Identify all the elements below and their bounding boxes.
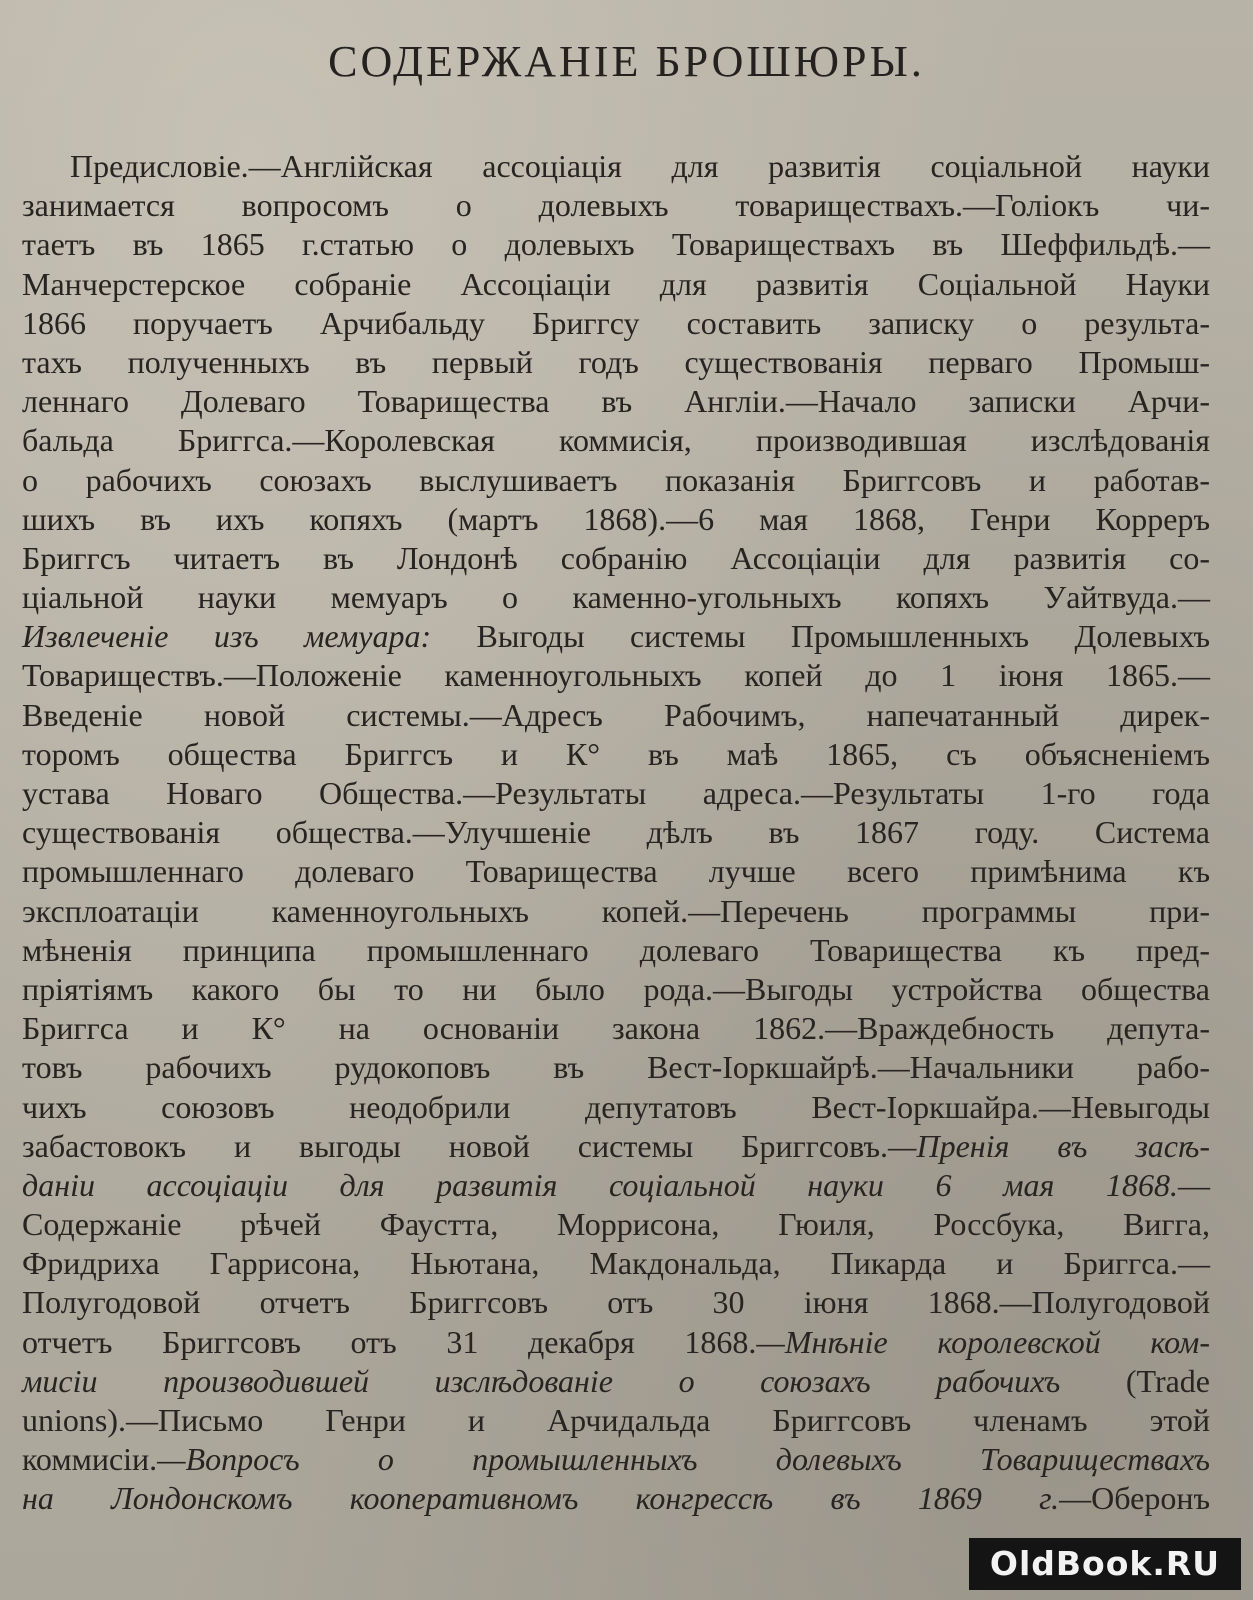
text-line bbox=[22, 147, 1210, 186]
italic-text-segment: —Мнѣніе королевской ком- bbox=[756, 1323, 1210, 1360]
text-segment: мѣненія принципа промышленнаго долеваго Товарищества къ пред- bbox=[22, 931, 1210, 968]
text-line bbox=[22, 1166, 1210, 1205]
text-line bbox=[22, 696, 1210, 735]
text-segment: Предисловіе.—Англійская ассоціація для развитія соціальной науки bbox=[70, 148, 1210, 184]
text-segment: промышленнаго долеваго Товарищества лучше всего примѣнима къ bbox=[22, 853, 1210, 890]
text-segment: существованія общества.—Улучшеніе дѣлъ въ 1867 году. Система bbox=[22, 814, 1210, 851]
text-line bbox=[22, 343, 1210, 382]
text-segment: занимается вопросомъ о долевыхъ товариществахъ.—Голіокъ чи- bbox=[22, 187, 1210, 224]
text-line bbox=[22, 1244, 1210, 1283]
text-segment: Фридриха Гаррисона, Ньютана, Макдональда, Пикарда и Бриггса.— bbox=[22, 1245, 1210, 1282]
text-line bbox=[22, 852, 1210, 891]
text-line bbox=[22, 461, 1210, 500]
text-segment: таетъ въ 1865 г.статью о долевыхъ Товариществахъ въ Шеффильдѣ.— bbox=[22, 226, 1210, 263]
text-line bbox=[22, 1362, 1210, 1401]
italic-text-segment: даніи ассоціаціи для развитія соціальной науки 6 мая 1868. bbox=[22, 1166, 1178, 1203]
text-line bbox=[22, 931, 1210, 970]
text-line bbox=[22, 1440, 1210, 1479]
text-line bbox=[22, 1479, 1210, 1518]
text-segment: эксплоатаціи каменноугольныхъ копей.—Перечень программы при- bbox=[22, 892, 1210, 929]
text-segment: о рабочихъ союзахъ выслушиваетъ показанія Бриггсовъ и работав- bbox=[22, 461, 1210, 498]
italic-text-segment: Извлеченіе изъ мемуара: bbox=[22, 618, 432, 655]
text-line bbox=[22, 813, 1210, 852]
text-line bbox=[22, 970, 1210, 1009]
text-line bbox=[22, 382, 1210, 421]
italic-text-segment: —Вопросъ о промышленныхъ долевыхъ Товариществахъ bbox=[157, 1441, 1210, 1478]
text-line bbox=[22, 1283, 1210, 1322]
text-segment: Введеніе новой системы.—Адресъ Рабочимъ, напечатанный дирек- bbox=[22, 696, 1210, 733]
text-segment: (Trade bbox=[1060, 1362, 1211, 1399]
text-segment: Бриггсъ читаетъ въ Лондонѣ собранію Ассоціаціи для развитія со- bbox=[22, 539, 1210, 576]
text-line bbox=[22, 539, 1210, 578]
text-line bbox=[22, 656, 1210, 695]
text-segment: шихъ въ ихъ копяхъ (мартъ 1868).—6 мая 1868, Генри Корреръ bbox=[22, 500, 1210, 537]
text-segment: Товариществъ.—Положеніе каменноугольныхъ копей до 1 іюня 1865.— bbox=[22, 657, 1210, 694]
text-line bbox=[22, 1323, 1210, 1362]
text-line bbox=[22, 1088, 1210, 1127]
site-watermark: OldBook.RU bbox=[969, 1538, 1241, 1590]
text-line bbox=[22, 774, 1210, 813]
text-segment: 1866 поручаетъ Арчибальду Бриггсу составить записку о результа- bbox=[22, 304, 1210, 341]
text-segment: товъ рабочихъ рудокоповъ въ Вест-Іоркшайрѣ.—Начальники рабо- bbox=[22, 1049, 1210, 1086]
text-segment: Полугодовой отчетъ Бриггсовъ отъ 30 іюня 1868.—Полугодовой bbox=[22, 1284, 1210, 1321]
contents-text bbox=[22, 147, 1210, 1519]
text-segment: пріятіямъ какого бы то ни было рода.—Выгоды устройства общества bbox=[22, 970, 1210, 1007]
text-line bbox=[22, 617, 1210, 656]
italic-text-segment: мисіи производившей изслѣдованіе о союзахъ рабочихъ bbox=[22, 1362, 1061, 1399]
italic-text-segment: на Лондонскомъ кооперативномъ конгрессѣ въ 1869 г. bbox=[22, 1480, 1060, 1517]
text-segment: — bbox=[1178, 1166, 1210, 1203]
text-segment: леннаго Долеваго Товарищества въ Англіи.—Начало записки Арчи- bbox=[22, 383, 1210, 420]
text-segment: Бриггса и К° на основаніи закона 1862.—Враждебность депута- bbox=[22, 1010, 1210, 1047]
text-line bbox=[22, 1401, 1210, 1440]
text-line bbox=[22, 304, 1210, 343]
text-segment: ціальной науки мемуаръ о каменно-угольныхъ копяхъ Уайтвуда.— bbox=[22, 579, 1210, 616]
text-line bbox=[22, 1048, 1210, 1087]
text-segment: коммисіи. bbox=[22, 1441, 158, 1478]
text-line bbox=[22, 1009, 1210, 1048]
text-segment: —Оберонъ bbox=[1059, 1480, 1210, 1517]
text-line bbox=[22, 500, 1210, 539]
text-line bbox=[22, 186, 1210, 225]
text-line bbox=[22, 1127, 1210, 1166]
text-line bbox=[22, 578, 1210, 617]
text-line bbox=[22, 892, 1210, 931]
text-line bbox=[22, 225, 1210, 264]
text-line bbox=[22, 1205, 1210, 1244]
text-line bbox=[22, 735, 1210, 774]
text-segment: тахъ полученныхъ въ первый годъ существованія перваго Промыш- bbox=[22, 343, 1210, 380]
text-segment: чихъ союзовъ неодобрили депутатовъ Вест-Іоркшайра.—Невыгоды bbox=[22, 1088, 1210, 1125]
text-line bbox=[22, 265, 1210, 304]
text-segment: Манчерстерское собраніе Ассоціаціи для развитія Соціальной Науки bbox=[22, 265, 1210, 302]
page-title: СОДЕРЖАНІЕ БРОШЮРЫ. bbox=[328, 37, 925, 86]
text-segment: бальда Бриггса.—Королевская коммисія, производившая изслѣдованія bbox=[22, 422, 1210, 459]
text-segment: устава Новаго Общества.—Результаты адреса.—Результаты 1-го года bbox=[22, 775, 1210, 811]
text-segment: торомъ общества Бриггсъ и К° въ маѣ 1865, съ объясненіемъ bbox=[22, 735, 1210, 772]
text-segment: Содержаніе рѣчей Фаустта, Моррисона, Гюиля, Россбука, Вигга, bbox=[22, 1206, 1210, 1243]
text-line bbox=[22, 421, 1210, 460]
text-segment: отчетъ Бриггсовъ отъ 31 декабря 1868. bbox=[22, 1323, 757, 1360]
text-segment: unions).—Письмо Генри и Арчидальда Бриггсовъ членамъ этой bbox=[22, 1402, 1210, 1438]
text-segment: Выгоды системы Промышленныхъ Долевыхъ bbox=[431, 618, 1211, 655]
italic-text-segment: —Пренія въ засѣ- bbox=[888, 1127, 1211, 1164]
text-segment: забастовокъ и выгоды новой системы Бриггсовъ. bbox=[22, 1127, 888, 1164]
